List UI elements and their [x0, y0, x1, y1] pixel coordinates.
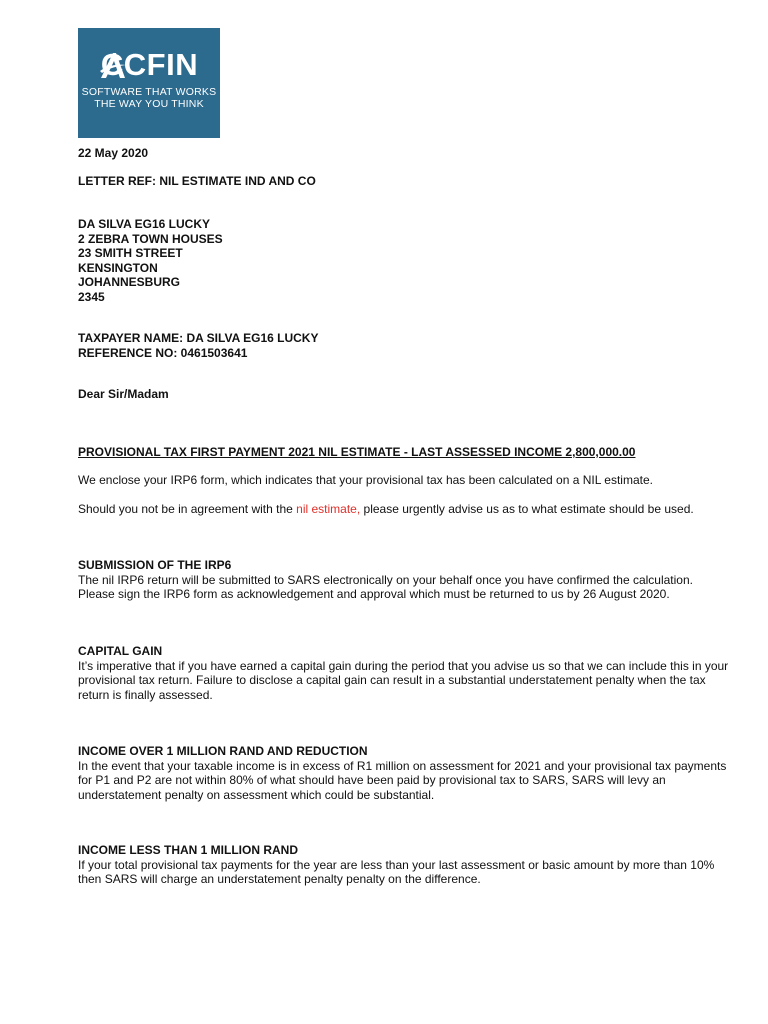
- section-body: The nil IRP6 return will be submitted to SARS electronically on your behalf once you have confirmed the calculation. Please sign the IRP6 form as acknowledgement and approval which must be returned to us by 26 August 2020.: [78, 572, 693, 601]
- section-heading: INCOME LESS THAN 1 MILLION RAND: [78, 843, 299, 857]
- section-submission: [78, 558, 708, 602]
- nil-estimate-highlight: nil estimate,: [296, 502, 361, 516]
- logo-tagline-line-2: THE WAY YOU THINK: [94, 98, 204, 110]
- address-line: JOHANNESBURG: [78, 275, 181, 289]
- taxpayer-details: [78, 331, 718, 360]
- reference-number: REFERENCE NO: 0461503641: [78, 345, 248, 360]
- section-heading: CAPITAL GAIN: [78, 644, 163, 658]
- agreement-text-before: Should you not be in agreement with the: [78, 502, 297, 516]
- letter-date: 22 May 2020: [78, 146, 149, 160]
- section-income-over: [78, 744, 738, 802]
- section-body: In the event that your taxable income is in excess of R1 million on assessment for 2021 and your provisional tax payments for P1 and P2 are not within 80% of what should have been paid by provisional tax to SARS, SARS will levy an understatement penalty on assessment which could be substantial.: [78, 758, 727, 802]
- address-line: 23 SMITH STREET: [78, 246, 183, 260]
- section-heading: INCOME OVER 1 MILLION RAND AND REDUCTION: [78, 744, 368, 758]
- accfin-logo: [78, 28, 220, 138]
- logo-tagline-line-1: SOFTWARE THAT WORKS: [81, 86, 217, 98]
- section-body: It’s imperative that if you have earned a capital gain during the period that you advise us so that we can include this in your provisional tax return. Failure to disclose a capital gain can result in a substantial understatement penalty when the tax return is finally assessed.: [78, 658, 729, 702]
- taxpayer-name: TAXPAYER NAME: DA SILVA EG16 LUCKY: [78, 331, 319, 345]
- intro-paragraph: We enclose your IRP6 form, which indicates that your provisional tax has been calculated on a NIL estimate.: [78, 473, 653, 487]
- address-line: KENSINGTON: [78, 260, 158, 275]
- address-line: 2 ZEBRA TOWN HOUSES: [78, 231, 223, 246]
- agreement-text-after: please urgently advise us as to what estimate should be used.: [360, 502, 694, 516]
- recipient-address: [78, 217, 718, 304]
- section-income-under: [78, 843, 718, 887]
- section-heading: SUBMISSION OF THE IRP6: [78, 558, 232, 572]
- address-line: DA SILVA EG16 LUCKY: [78, 217, 211, 231]
- section-body: If your total provisional tax payments for the year are less than your last assessment or basic amount by more than 10% then SARS will charge an understatement penalty penalty on the difference.: [78, 857, 715, 886]
- salutation: Dear Sir/Madam: [78, 387, 169, 401]
- address-line: 2345: [78, 289, 105, 304]
- letter-ref: LETTER REF: NIL ESTIMATE IND AND CO: [78, 174, 316, 188]
- logo-name-rest: CCFIN: [100, 47, 199, 82]
- logo-wordmark: [78, 48, 220, 82]
- logo-tagline: [78, 86, 220, 110]
- letter-subject: PROVISIONAL TAX FIRST PAYMENT 2021 NIL ESTIMATE - LAST ASSESSED INCOME 2,800,000.00: [78, 445, 636, 459]
- agreement-paragraph: [78, 502, 714, 517]
- section-capital-gain: [78, 644, 738, 702]
